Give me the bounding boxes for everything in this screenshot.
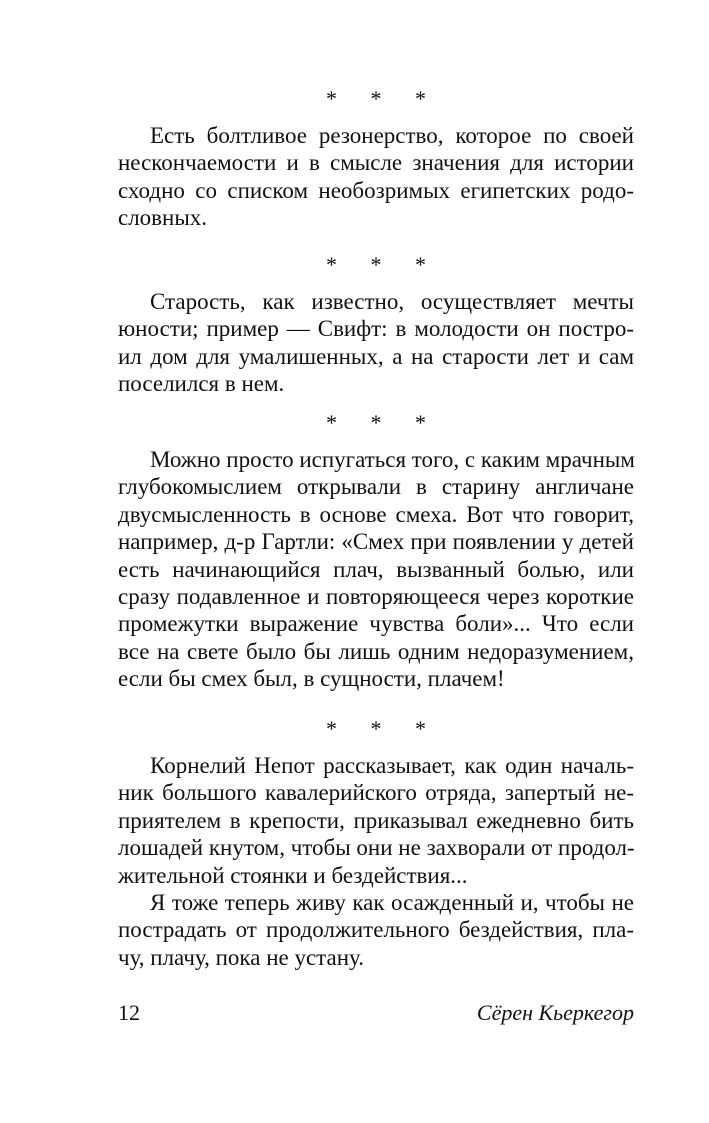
- text-line: поселился в нем.: [118, 371, 285, 397]
- text-line: жительной стоянки и бездействия...: [118, 862, 468, 888]
- text-line: есть начинающийся плач, вызванный болью, или: [118, 556, 634, 582]
- text-line: приятелем в крепости, приказывал ежедневно бить: [118, 807, 634, 833]
- paragraph: [118, 446, 634, 693]
- book-page: [118, 0, 634, 1123]
- text-line: Старость, как известно, осуществляет мечты: [150, 289, 634, 314]
- text-line: Я тоже теперь живу как осажденный и, чтобы не: [150, 890, 634, 915]
- text-line: глубокомыслием открывали в старину англичане: [118, 474, 634, 500]
- paragraph: [118, 752, 634, 889]
- text-line: ник большого кавалерийского отряда, запертый не-: [118, 780, 634, 806]
- text-line: если бы смех был, в сущности, плачем!: [118, 666, 505, 692]
- text-line: промежутки выражение чувства боли»... Что если: [118, 611, 634, 637]
- section-separator: * * *: [326, 252, 440, 277]
- text-line: ил дом для умалишенных, а на старости лет и сам: [118, 343, 634, 369]
- text-line: Есть болтливое резонерство, которое по своей: [150, 123, 634, 148]
- text-line: словных.: [118, 205, 208, 231]
- paragraph: [118, 288, 634, 398]
- running-title: Сёрен Кьеркегор: [476, 1000, 634, 1025]
- text-line: чу, плачу, пока не устану.: [118, 944, 364, 970]
- text-line: нескончаемости и в смысле значения для истории: [118, 150, 634, 176]
- paragraph: [118, 889, 634, 971]
- text-line: лошадей кнутом, чтобы они не захворали от продол-: [118, 835, 635, 861]
- text-line: например, д-р Гартли: «Смех при появлении у детей: [118, 529, 634, 555]
- text-line: юности; пример — Свифт: в молодости он постро-: [118, 316, 634, 342]
- paragraph: [118, 122, 634, 232]
- page-number: 12: [118, 1000, 140, 1025]
- text-line: Можно просто испугаться того, с каким мрачным: [150, 447, 635, 472]
- text-line: все на свете было бы лишь одним недоразумением,: [118, 638, 634, 664]
- text-line: двусмысленность в основе смеха. Вот что говорит,: [118, 501, 634, 527]
- text-line: Корнелий Непот рассказывает, как один началь-: [150, 753, 634, 778]
- section-separator: * * *: [326, 410, 440, 435]
- text-line: сходно со списком необозримых египетских родо-: [118, 177, 634, 203]
- section-separator: * * *: [326, 716, 440, 741]
- text-line: сразу подавленное и повторяющееся через короткие: [118, 583, 634, 609]
- section-separator: * * *: [326, 86, 440, 111]
- text-line: пострадать от продолжительного бездействия, пла-: [118, 917, 634, 943]
